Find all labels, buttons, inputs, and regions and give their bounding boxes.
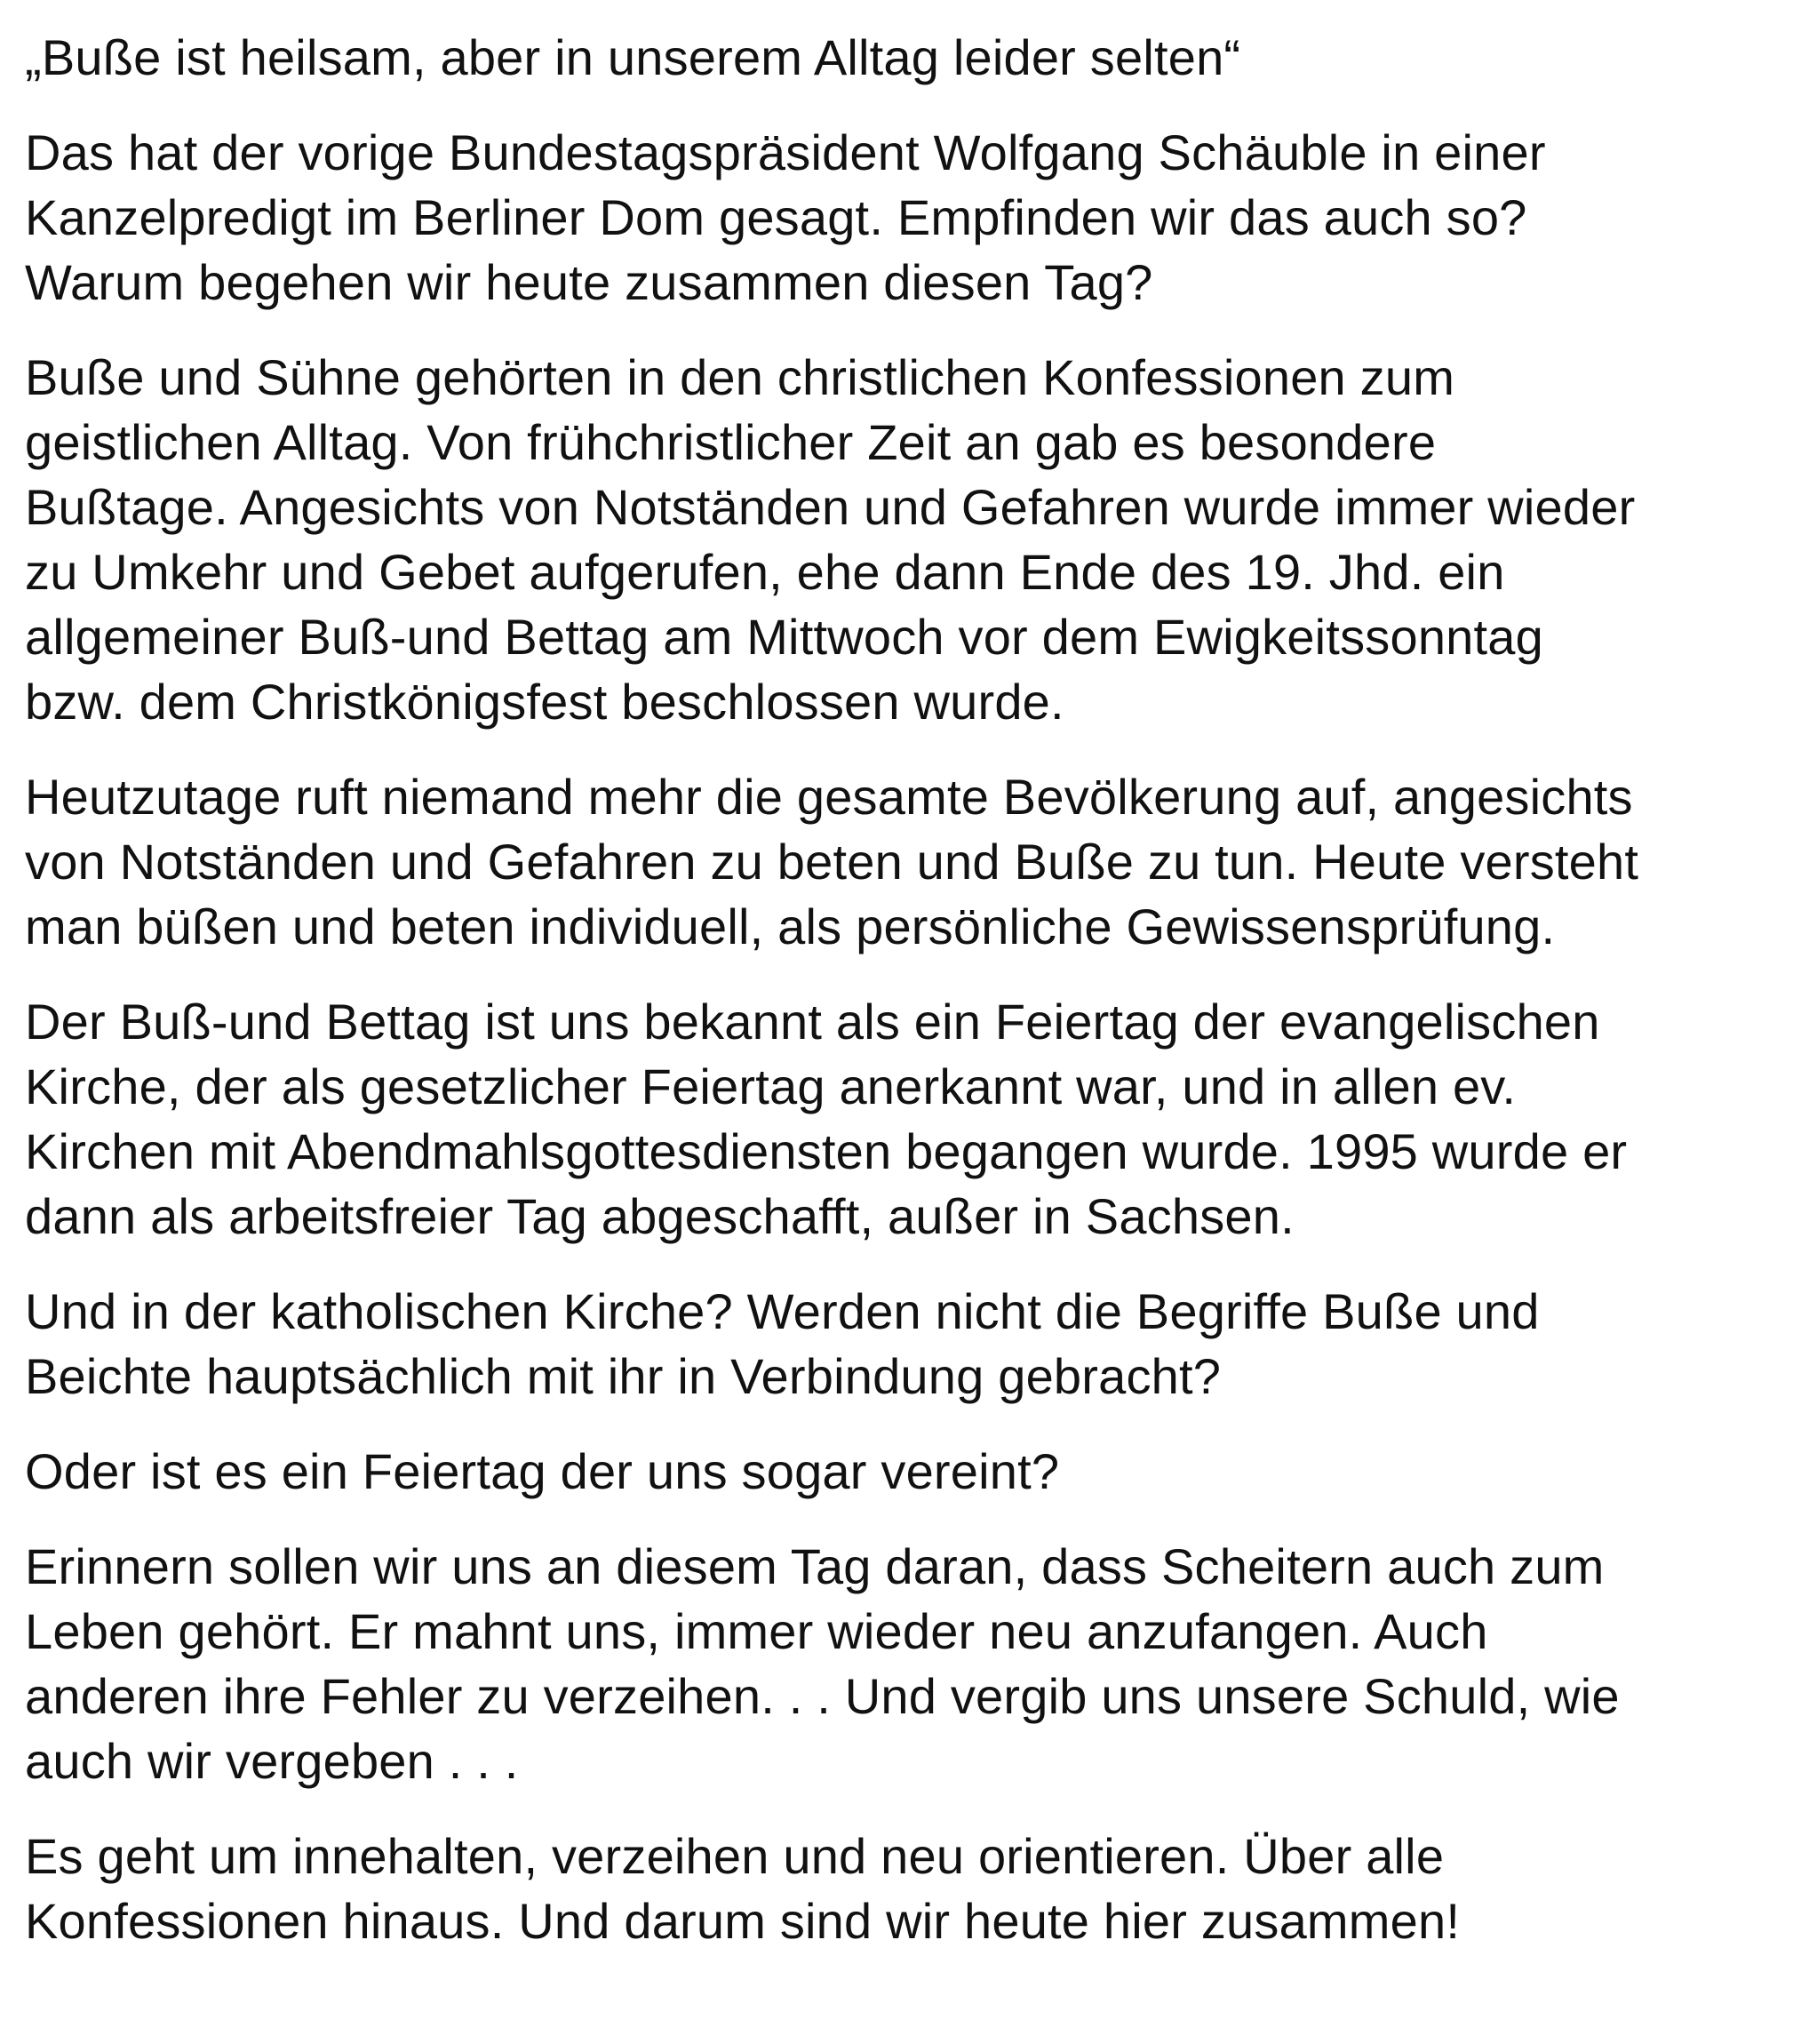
paragraph-history <box>25 345 1784 734</box>
text-line: anderen ihre Fehler zu verzeihen. . . Und vergib uns unsere Schuld, wie <box>25 1668 1620 1724</box>
text-line: „Buße ist heilsam, aber in unserem Alltag leider selten“ <box>25 29 1241 85</box>
text-line: Kanzelpredigt im Berliner Dom gesagt. Empfinden wir das auch so? <box>25 189 1527 245</box>
text-line: Oder ist es ein Feiertag der uns sogar vereint? <box>25 1443 1060 1499</box>
paragraph-catholic <box>25 1279 1784 1409</box>
text-line: von Notständen und Gefahren zu beten und Buße zu tun. Heute versteht <box>25 834 1639 890</box>
text-line: dann als arbeitsfreier Tag abgeschafft, außer in Sachsen. <box>25 1188 1295 1244</box>
text-line: Heutzutage ruft niemand mehr die gesamte Bevölkerung auf, angesichts <box>25 769 1633 825</box>
text-line: Buße und Sühne gehörten in den christlichen Konfessionen zum <box>25 349 1455 405</box>
text-line: geistlichen Alltag. Von frühchristlicher Zeit an gab es besondere <box>25 414 1437 470</box>
paragraph-protestant <box>25 989 1784 1249</box>
text-line: bzw. dem Christkönigsfest beschlossen wurde. <box>25 674 1064 730</box>
paragraph-today <box>25 764 1784 959</box>
paragraph-closing <box>25 1824 1784 1953</box>
document-text <box>25 25 1784 1984</box>
text-line: allgemeiner Buß-und Bettag am Mittwoch vor dem Ewigkeitssonntag <box>25 609 1543 665</box>
text-line: Und in der katholischen Kirche? Werden nicht die Begriffe Buße und <box>25 1283 1540 1339</box>
text-line: Leben gehört. Er mahnt uns, immer wieder neu anzufangen. Auch <box>25 1603 1488 1659</box>
text-line: Erinnern sollen wir uns an diesem Tag daran, dass Scheitern auch zum <box>25 1538 1605 1594</box>
paragraph-question <box>25 1439 1784 1504</box>
paragraph-remember <box>25 1534 1784 1793</box>
text-line: Das hat der vorige Bundestagspräsident Wolfgang Schäuble in einer <box>25 124 1546 180</box>
text-line: Warum begehen wir heute zusammen diesen Tag? <box>25 254 1153 310</box>
text-line: Kirche, der als gesetzlicher Feiertag anerkannt war, und in allen ev. <box>25 1058 1517 1114</box>
text-line: auch wir vergeben . . . <box>25 1733 519 1789</box>
paragraph-intro <box>25 120 1784 315</box>
text-line: Kirchen mit Abendmahlsgottesdiensten begangen wurde. 1995 wurde er <box>25 1123 1628 1179</box>
text-line: Es geht um innehalten, verzeihen und neu orientieren. Über alle <box>25 1828 1445 1884</box>
text-line: man büßen und beten individuell, als persönliche Gewissensprüfung. <box>25 898 1556 954</box>
text-line: zu Umkehr und Gebet aufgerufen, ehe dann Ende des 19. Jhd. ein <box>25 544 1505 600</box>
text-line: Konfessionen hinaus. Und darum sind wir heute hier zusammen! <box>25 1893 1461 1949</box>
text-line: Bußtage. Angesichts von Notständen und Gefahren wurde immer wieder <box>25 479 1636 535</box>
quote-title <box>25 25 1784 90</box>
text-line: Der Buß-und Bettag ist uns bekannt als ein Feiertag der evangelischen <box>25 994 1600 1050</box>
text-line: Beichte hauptsächlich mit ihr in Verbindung gebracht? <box>25 1348 1222 1404</box>
